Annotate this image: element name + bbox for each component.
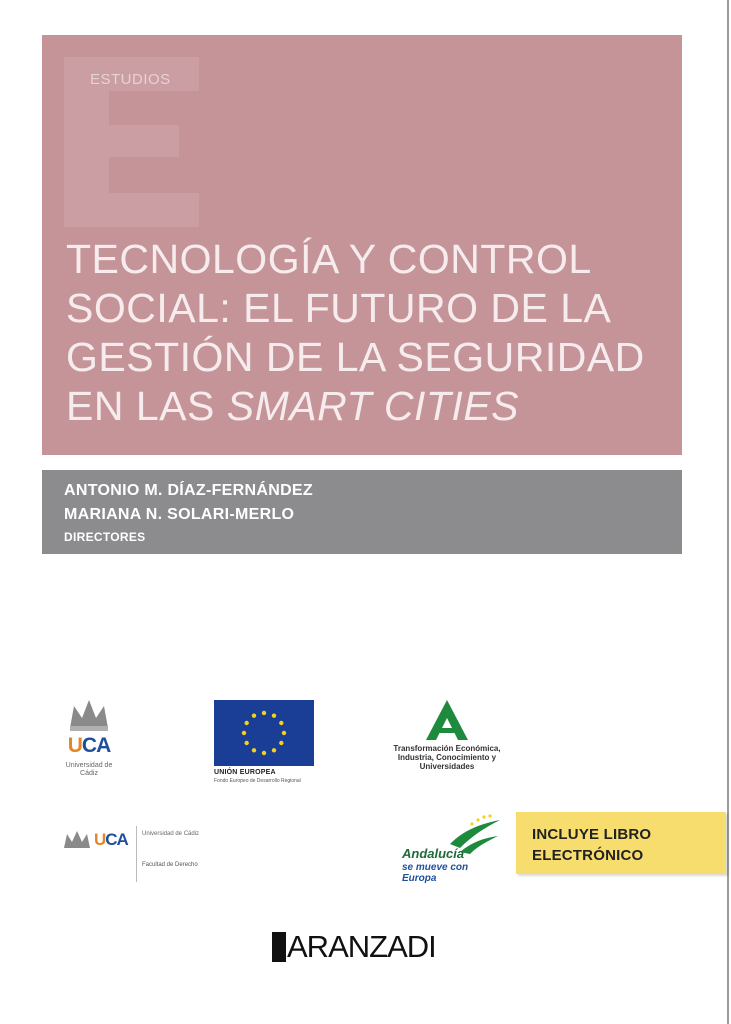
eu-name: UNIÓN EUROPEA [214,769,276,776]
title-line-3: GESTIÓN DE LA SEGURIDAD [66,334,645,380]
junta-department: Transformación Económica, Industria, Conocimiento y Universidades [393,744,501,771]
eu-star-icon [262,751,266,755]
title-line-2: SOCIAL: EL FUTURO DE LA [66,285,612,331]
eu-star-icon [252,748,256,752]
uca-logo [56,698,122,790]
series-label: ESTUDIOS [90,71,171,88]
eu-star-icon [244,741,248,745]
title-line-4 [66,382,676,431]
publisher-name: ARANZADI [287,929,436,964]
eu-star-icon [279,741,283,745]
book-title [66,235,676,431]
eu-star-icon [242,731,246,735]
publisher-logo [272,930,436,964]
title-line-4-italic: SMART CITIES [226,383,520,429]
title-line-4-prefix: EN LAS [66,383,227,429]
eu-star-icon [279,721,283,725]
publisher-block-icon [272,932,286,962]
eu-star-icon [282,731,286,735]
title-panel [42,35,682,455]
authors-panel [42,470,682,554]
author-2: MARIANA N. SOLARI-MERLO [64,506,295,523]
eu-subtitle: Fondo Europeo de Desarrollo Regional [214,778,301,784]
uca-law-faculty: Facultad de Derecho [142,862,198,868]
uca-wordmark: UCA [67,734,111,757]
uca-law-university: Universidad de Cádiz [142,831,200,837]
junta-andalucia-logo [392,698,502,788]
author-1: ANTONIO M. DÍAZ-FERNÁNDEZ [64,482,313,499]
ebook-line-1: INCLUYE LIBRO [532,826,652,843]
eu-star-icon [272,748,276,752]
author-role: DIRECTORES [64,530,146,544]
eu-star-icon [262,711,266,715]
andalucia-europa-logo [402,814,502,884]
andalucia-text: Andalucía [402,846,465,861]
uca-law-crown-icon [62,830,92,850]
uca-crown-icon [66,698,112,732]
title-line-1: TECNOLOGÍA Y CONTROL [66,236,592,282]
eu-logo [214,700,314,786]
ebook-line-2: ELECTRÓNICO [532,847,644,864]
page-edge [727,0,729,1024]
uca-subtitle: Universidad de Cádiz [65,762,113,777]
eu-star-icon [244,721,248,725]
eu-star-icon [272,713,276,717]
eu-flag-icon [214,700,314,766]
eu-star-icon [252,713,256,717]
andalucia-tagline: se mueve con Europa [402,862,469,884]
junta-a-icon [422,698,472,742]
ebook-badge [516,812,726,874]
uca-law-wordmark: UCA [94,830,128,849]
divider [136,826,137,882]
uca-law-faculty-logo [62,826,212,882]
